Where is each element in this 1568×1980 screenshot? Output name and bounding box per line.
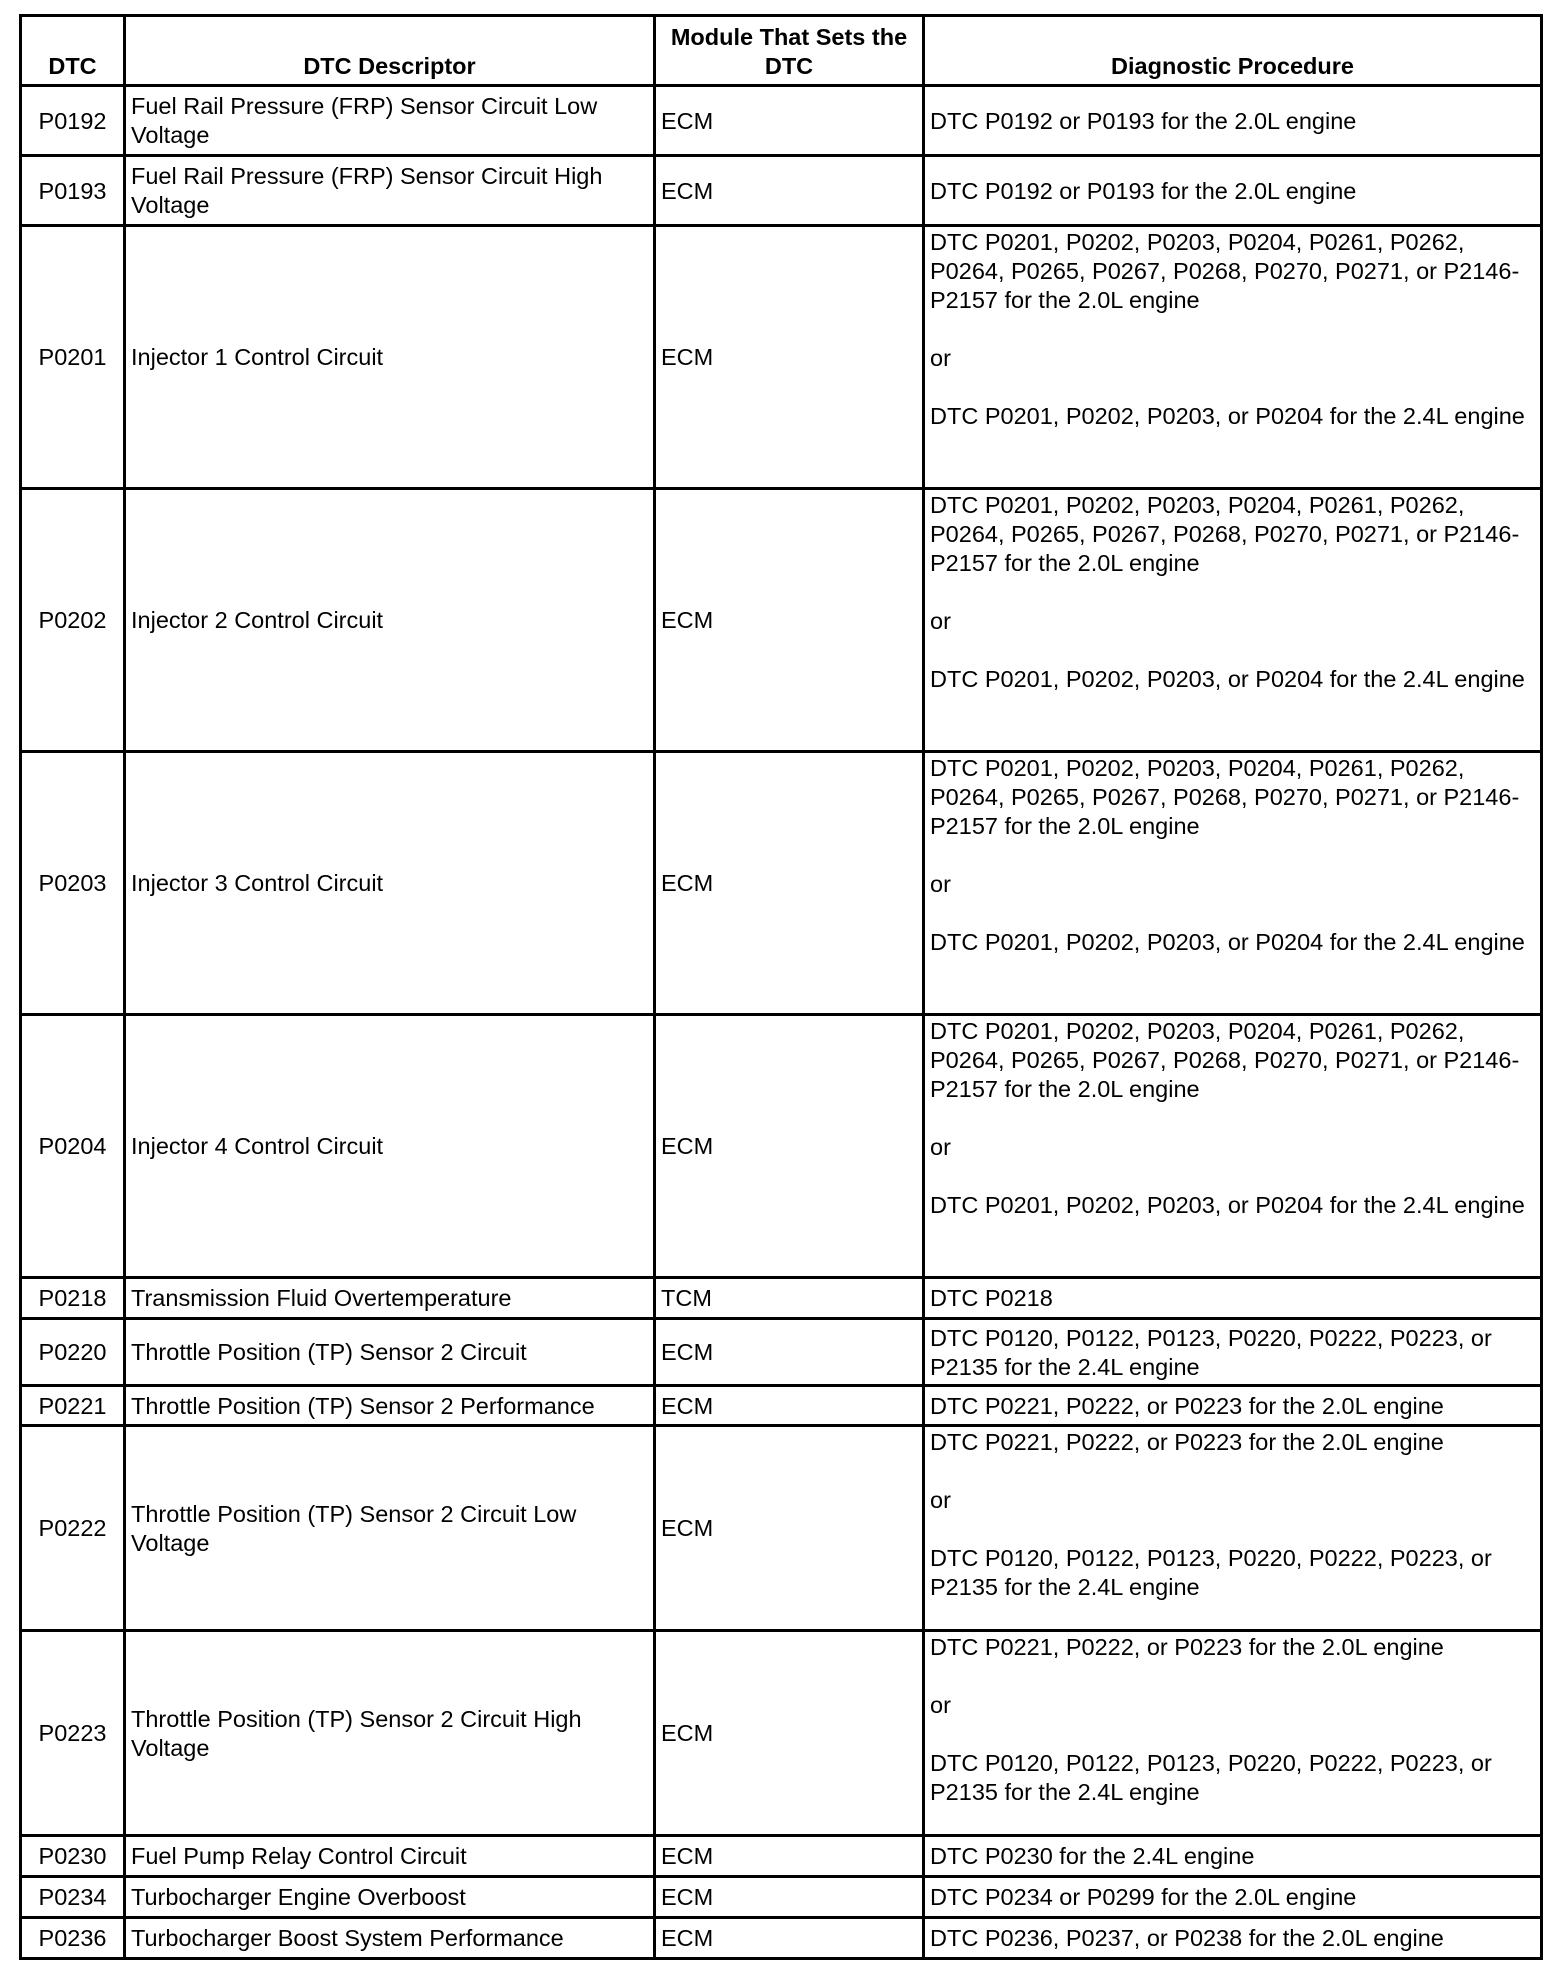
dtc-module: ECM xyxy=(655,1319,924,1386)
table-body xyxy=(21,86,1542,1959)
dtc-descriptor: Injector 2 Control Circuit xyxy=(125,489,655,752)
procedure-text: DTC P0221, P0222, or P0223 for the 2.0L engine or DTC P0120, P0122, P0123, P0220, P0222, P0223, or P2135 for the 2.4L engine xyxy=(930,1429,1492,1600)
procedure-text: DTC P0221, P0222, or P0223 for the 2.0L engine or DTC P0120, P0122, P0123, P0220, P0222, P0223, or P2135 for the 2.4L engine xyxy=(930,1634,1492,1805)
dtc-descriptor: Turbocharger Boost System Performance xyxy=(125,1918,655,1959)
header-row xyxy=(21,16,1542,86)
table-row xyxy=(21,1386,1542,1426)
procedure-text: DTC P0201, P0202, P0203, P0204, P0261, P0262, P0264, P0265, P0267, P0268, P0270, P0271, or P2146-P2157 for the 2.0L engine or DTC P0201, P0202, P0203, or P0204 for the 2.4L engine xyxy=(930,755,1525,955)
table-row xyxy=(21,1319,1542,1386)
dtc-procedure xyxy=(924,489,1542,752)
dtc-code: P0192 xyxy=(21,86,125,156)
dtc-descriptor: Throttle Position (TP) Sensor 2 Circuit Low Voltage xyxy=(125,1426,655,1631)
table-row xyxy=(21,752,1542,1015)
procedure-text: DTC P0236, P0237, or P0238 for the 2.0L engine xyxy=(930,1925,1444,1951)
dtc-descriptor: Injector 4 Control Circuit xyxy=(125,1015,655,1278)
dtc-descriptor: Fuel Rail Pressure (FRP) Sensor Circuit Low Voltage xyxy=(125,86,655,156)
procedure-text: DTC P0234 or P0299 for the 2.0L engine xyxy=(930,1884,1357,1910)
table-row xyxy=(21,156,1542,226)
dtc-procedure xyxy=(924,1918,1542,1959)
dtc-code: P0202 xyxy=(21,489,125,752)
procedure-text: DTC P0230 for the 2.4L engine xyxy=(930,1843,1255,1869)
dtc-procedure xyxy=(924,86,1542,156)
dtc-module: ECM xyxy=(655,1836,924,1877)
dtc-procedure xyxy=(924,1278,1542,1319)
table-row xyxy=(21,489,1542,752)
dtc-procedure xyxy=(924,1631,1542,1836)
dtc-table xyxy=(19,14,1543,1960)
dtc-descriptor: Injector 1 Control Circuit xyxy=(125,226,655,489)
header-descriptor: DTC Descriptor xyxy=(125,16,655,86)
dtc-module: ECM xyxy=(655,1631,924,1836)
dtc-procedure xyxy=(924,1426,1542,1631)
dtc-procedure xyxy=(924,156,1542,226)
dtc-code: P0203 xyxy=(21,752,125,1015)
dtc-procedure xyxy=(924,1877,1542,1918)
dtc-module: ECM xyxy=(655,226,924,489)
dtc-module: ECM xyxy=(655,1877,924,1918)
dtc-descriptor: Turbocharger Engine Overboost xyxy=(125,1877,655,1918)
dtc-procedure xyxy=(924,1836,1542,1877)
procedure-text: DTC P0201, P0202, P0203, P0204, P0261, P0262, P0264, P0265, P0267, P0268, P0270, P0271, or P2146-P2157 for the 2.0L engine or DTC P0201, P0202, P0203, or P0204 for the 2.4L engine xyxy=(930,229,1525,429)
table-row xyxy=(21,1918,1542,1959)
dtc-code: P0204 xyxy=(21,1015,125,1278)
dtc-procedure xyxy=(924,1319,1542,1386)
procedure-text: DTC P0120, P0122, P0123, P0220, P0222, P0223, or P2135 for the 2.4L engine xyxy=(930,1324,1492,1380)
dtc-descriptor: Throttle Position (TP) Sensor 2 Circuit High Voltage xyxy=(125,1631,655,1836)
dtc-descriptor: Fuel Pump Relay Control Circuit xyxy=(125,1836,655,1877)
dtc-descriptor: Throttle Position (TP) Sensor 2 Performance xyxy=(125,1386,655,1426)
procedure-text: DTC P0192 or P0193 for the 2.0L engine xyxy=(930,177,1357,204)
table-row xyxy=(21,86,1542,156)
dtc-procedure xyxy=(924,752,1542,1015)
dtc-module: ECM xyxy=(655,1386,924,1426)
dtc-module: ECM xyxy=(655,1426,924,1631)
dtc-module: ECM xyxy=(655,1015,924,1278)
procedure-text: DTC P0221, P0222, or P0223 for the 2.0L engine xyxy=(930,1392,1444,1419)
procedure-text: DTC P0201, P0202, P0203, P0204, P0261, P0262, P0264, P0265, P0267, P0268, P0270, P0271, or P2146-P2157 for the 2.0L engine or DTC P0201, P0202, P0203, or P0204 for the 2.4L engine xyxy=(930,492,1525,692)
procedure-text: DTC P0192 or P0193 for the 2.0L engine xyxy=(930,107,1357,134)
dtc-module: ECM xyxy=(655,156,924,226)
procedure-text: DTC P0201, P0202, P0203, P0204, P0261, P0262, P0264, P0265, P0267, P0268, P0270, P0271, or P2146-P2157 for the 2.0L engine or DTC P0201, P0202, P0203, or P0204 for the 2.4L engine xyxy=(930,1018,1525,1218)
dtc-module: ECM xyxy=(655,1918,924,1959)
dtc-module: ECM xyxy=(655,86,924,156)
dtc-descriptor: Injector 3 Control Circuit xyxy=(125,752,655,1015)
dtc-descriptor: Throttle Position (TP) Sensor 2 Circuit xyxy=(125,1319,655,1386)
table-row xyxy=(21,226,1542,489)
dtc-descriptor: Fuel Rail Pressure (FRP) Sensor Circuit High Voltage xyxy=(125,156,655,226)
dtc-code: P0201 xyxy=(21,226,125,489)
header-procedure: Diagnostic Procedure xyxy=(924,16,1542,86)
dtc-procedure xyxy=(924,226,1542,489)
dtc-code: P0234 xyxy=(21,1877,125,1918)
dtc-code: P0193 xyxy=(21,156,125,226)
table-row xyxy=(21,1631,1542,1836)
table-row xyxy=(21,1836,1542,1877)
dtc-descriptor: Transmission Fluid Overtemperature xyxy=(125,1278,655,1319)
header-dtc: DTC xyxy=(21,16,125,86)
dtc-procedure xyxy=(924,1386,1542,1426)
dtc-code: P0222 xyxy=(21,1426,125,1631)
dtc-procedure xyxy=(924,1015,1542,1278)
dtc-code: P0223 xyxy=(21,1631,125,1836)
table-row xyxy=(21,1426,1542,1631)
table-row xyxy=(21,1278,1542,1319)
table-row xyxy=(21,1015,1542,1278)
dtc-code: P0230 xyxy=(21,1836,125,1877)
dtc-code: P0220 xyxy=(21,1319,125,1386)
header-module: Module That Sets the DTC xyxy=(655,16,924,86)
procedure-text: DTC P0218 xyxy=(930,1285,1053,1311)
dtc-module: ECM xyxy=(655,489,924,752)
dtc-code: P0221 xyxy=(21,1386,125,1426)
table-row xyxy=(21,1877,1542,1918)
dtc-module: TCM xyxy=(655,1278,924,1319)
dtc-module: ECM xyxy=(655,752,924,1015)
dtc-code: P0218 xyxy=(21,1278,125,1319)
dtc-code: P0236 xyxy=(21,1918,125,1959)
